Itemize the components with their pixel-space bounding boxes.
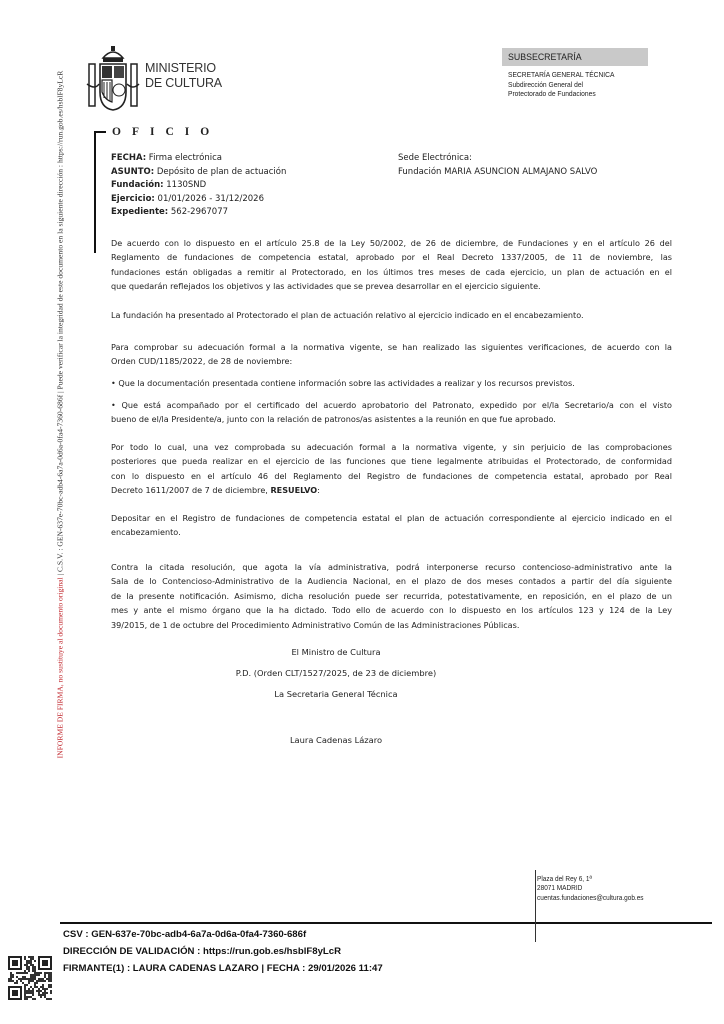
unit-line: Protectorado de Fundaciones: [508, 89, 596, 99]
unit-block: [508, 70, 614, 99]
paragraph-6: [111, 560, 672, 632]
address-divider: [535, 870, 536, 924]
unit-line: SECRETARÍA GENERAL TÉCNICA: [508, 70, 615, 79]
address-line: Plaza del Rey 6, 1ª: [537, 874, 592, 883]
side-csv-text: | C.S.V. : GEN-637e-70bc-adb4-6a7a-0d6a-0fa4-7360-686f | Puede verificar la integridad de este documento en la siguiente dirección : https://run.gob.es/hsblF8yLcR: [55, 70, 65, 578]
bullet-2: [111, 398, 672, 427]
footer-divider: [60, 922, 712, 924]
text-line: Por todo lo cual, una vez comprobada su adecuación formal a la normativa vigente, y sin perjuicio de las comprobaciones: [111, 442, 672, 452]
field-expediente: Expediente: 562-2967077: [111, 207, 229, 217]
footer-csv: CSV : GEN-637e-70bc-adb4-6a7a-0d6a-0fa4-7360-686f: [63, 929, 307, 940]
text-line: De acuerdo con lo dispuesto en el artículo 25.8 de la Ley 50/2002, de 26 de diciembre, de Fundaciones y en el artículo 26 del: [111, 238, 672, 248]
text-line: Reglamento de fundaciones de competencia estatal, aprobado por el Real Decreto 1337/2005, de 11 de noviembre, las: [111, 252, 672, 263]
resuelvo: RESUELVO: [270, 485, 318, 496]
unit-line: Subdirección General del: [508, 79, 584, 89]
text-line: mes y ante el mismo órgano que la ha dictado. Todo ello de acuerdo con lo dispuesto en los artículos 123 y 124 de la Ley: [111, 605, 672, 616]
field-fecha: FECHA: Firma electrónica: [111, 153, 222, 163]
footer-signer: FIRMANTE(1) : LAURA CADENAS LAZARO | FECHA : 29/01/2026 11:47: [63, 963, 383, 974]
text-line: • Que está acompañado por el certificado del acuerdo aprobatorio del Patronato, expedido por el/la Secretario/a con el visto: [111, 400, 672, 410]
oficio-fields: [111, 152, 286, 220]
text-line: La fundación ha presentado al Protectorado el plan de actuación relativo al ejercicio indicado en el encabezamiento.: [111, 310, 584, 320]
text-line: posteriores que pueda realizar en el ejercicio de las funciones que tiene legalmente atribuidas el Protectorado, de conformidad: [111, 456, 672, 467]
text-line: de la presente notificación. Asimismo, dicha resolución puede ser recurrida, potestativamente, en reposición, en el plazo de un: [111, 590, 672, 601]
text-line: 39/2015, de 1 de octubre del Procedimiento Administrativo Común de las Administraciones Públicas.: [111, 619, 520, 630]
address-line: 28071 MADRID: [537, 883, 583, 893]
text-line: • Que la documentación presentada contiene información sobre las actividades a realizar y los recursos previstos.: [111, 378, 575, 388]
paragraph-3: [111, 340, 672, 369]
text-line: Contra la citada resolución, que agota la vía administrativa, podrá interponerse recurso contencioso-administrativo ante la: [111, 562, 672, 572]
field-ejercicio: Ejercicio: 01/01/2026 - 31/12/2026: [111, 193, 264, 204]
recipient-line2: Fundación MARIA ASUNCION ALMAJANO SALVO: [398, 166, 598, 177]
text-line: Orden CUD/1185/2022, de 28 de noviembre:: [111, 356, 293, 367]
recipient: [398, 152, 597, 179]
signature-line2: P.D. (Orden CLT/1527/2025, de 23 de diciembre): [235, 668, 437, 678]
subsecretaria-label: SUBSECRETARÍA: [502, 48, 648, 66]
oficio-bracket: [94, 131, 106, 253]
paragraph-4: [111, 440, 672, 498]
text-line: Para comprobar su adecuación formal a la normativa vigente, se han realizado las siguientes verificaciones, de acuerdo con la: [111, 342, 672, 352]
signer-name: Laura Cadenas Lázaro: [289, 735, 383, 745]
text-line: Decreto 1611/2007 de 7 de diciembre, RESUELVO:: [111, 485, 320, 496]
address-block: [537, 874, 644, 902]
address-email: cuentas.fundaciones@cultura.gob.es: [537, 892, 644, 902]
side-warning: INFORME DE FIRMA, no sustituye al documento original: [55, 577, 65, 759]
paragraph-2: [111, 308, 672, 322]
side-verification-note: [56, 65, 65, 765]
recipient-line1: Sede Electrónica:: [398, 153, 472, 163]
signature-line1: El Ministro de Cultura: [291, 647, 381, 657]
text-line: fundaciones están obligadas a remitir al Protectorado, en los últimos tres meses de cada ejercicio, un plan de actuación en el: [111, 266, 672, 277]
text-line: que quedarán reflejados los objetivos y las actividades que se prevea desarrollar en el ejercicio siguiente.: [111, 281, 541, 292]
footer-divider-tail: [535, 922, 536, 942]
bullet-1: [111, 376, 672, 390]
qr-code-icon: [8, 956, 52, 1000]
ministry-name: [145, 61, 222, 91]
field-asunto: ASUNTO: Depósito de plan de actuación: [111, 166, 287, 177]
ministry-line2: DE CULTURA: [145, 76, 222, 90]
text-line: encabezamiento.: [111, 527, 181, 538]
paragraph-1: [111, 236, 672, 294]
text-line: con lo dispuesto en el artículo 46 del Reglamento del Registro de fundaciones de competencia estatal, aprobado por Real: [111, 470, 672, 481]
text-line: bueno de el/la Presidente/a, junto con la relación de patronos/as asistentes a la reunión en que fue aprobado.: [111, 414, 556, 425]
oficio-title: OFICIO: [112, 126, 221, 138]
signature-line3: La Secretaria General Técnica: [274, 689, 398, 699]
text-line: Sala de lo Contencioso-Administrativo de la Audiencia Nacional, en el plazo de dos meses contados a partir del día siguiente: [111, 576, 672, 587]
text-line: Depositar en el Registro de fundaciones de competencia estatal el plan de actuación correspondiente al ejercicio indicado en el: [111, 513, 672, 523]
paragraph-5: [111, 511, 672, 540]
ministry-line1: MINISTERIO: [145, 61, 216, 75]
coat-of-arms-logo: [85, 44, 141, 114]
footer-validation[interactable]: DIRECCIÓN DE VALIDACIÓN : https://run.gob.es/hsblF8yLcR: [63, 946, 342, 957]
field-fundacion: Fundación: 1130SND: [111, 180, 207, 190]
